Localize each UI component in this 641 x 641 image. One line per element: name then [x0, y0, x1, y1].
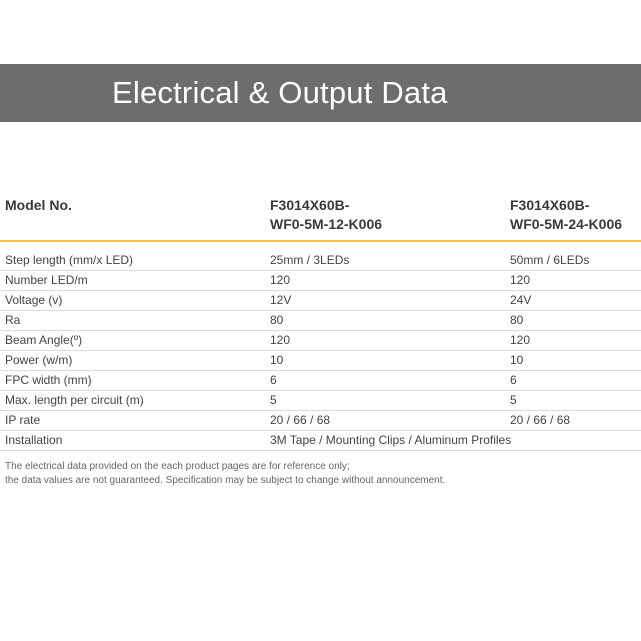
row-value-b: 120 [510, 333, 531, 347]
row-value-a: 12V [270, 293, 292, 307]
table-row [0, 291, 641, 311]
row-value-b: 120 [510, 273, 531, 287]
row-value-b: 5 [510, 393, 517, 407]
row-value-b: 24V [510, 293, 532, 307]
table-row [0, 251, 641, 271]
row-value-a: 10 [270, 353, 284, 367]
header-model-b-line2: WF0-5M-24-K006 [510, 216, 623, 232]
row-value-b: 6 [510, 373, 517, 387]
header-model-a [270, 196, 382, 234]
table-row [0, 331, 641, 351]
row-value-a: 20 / 66 / 68 [270, 413, 331, 427]
header-model-b-line1: F3014X60B- [510, 197, 590, 213]
disclaimer-line-1: The electrical data provided on the each product pages are for reference only; [5, 461, 350, 472]
row-label: Ra [5, 313, 21, 327]
table-row [0, 411, 641, 431]
page-title: Electrical & Output Data [112, 75, 448, 110]
table-body [0, 251, 641, 451]
disclaimer [5, 460, 445, 488]
row-value-b: 20 / 66 / 68 [510, 413, 571, 427]
header-model-b [510, 196, 622, 234]
row-value-a: 6 [270, 373, 277, 387]
title-banner [0, 64, 641, 122]
row-value-b: 80 [510, 313, 524, 327]
row-value-b: 50mm / 6LEDs [510, 253, 590, 267]
row-value-b: 10 [510, 353, 524, 367]
table-row [0, 271, 641, 291]
row-value-a: 5 [270, 393, 277, 407]
table-row [0, 391, 641, 411]
table-row [0, 371, 641, 391]
disclaimer-line-2: the data values are not guaranteed. Specification may be subject to change without announcement. [5, 475, 446, 486]
table-header-row [0, 196, 641, 242]
row-label: Max. length per circuit (m) [5, 393, 144, 407]
row-label: Voltage (v) [5, 293, 63, 307]
row-label: Beam Angle(º) [5, 333, 83, 347]
row-label: FPC width (mm) [5, 373, 92, 387]
spec-table [0, 196, 641, 451]
table-row [0, 431, 641, 451]
row-value-a: 3M Tape / Mounting Clips / Aluminum Profiles [270, 433, 512, 447]
row-value-a: 120 [270, 333, 291, 347]
row-value-a: 80 [270, 313, 284, 327]
header-model-label: Model No. [5, 197, 72, 213]
row-label: Step length (mm/x LED) [5, 253, 134, 267]
table-row [0, 311, 641, 331]
header-model-a-line1: F3014X60B- [270, 197, 350, 213]
row-label: Number LED/m [5, 273, 88, 287]
header-model-a-line2: WF0-5M-12-K006 [270, 216, 383, 232]
row-label: Installation [5, 433, 63, 447]
row-value-a: 120 [270, 273, 291, 287]
row-label: IP rate [5, 413, 41, 427]
row-label: Power (w/m) [5, 353, 73, 367]
table-row [0, 351, 641, 371]
row-value-a: 25mm / 3LEDs [270, 253, 350, 267]
